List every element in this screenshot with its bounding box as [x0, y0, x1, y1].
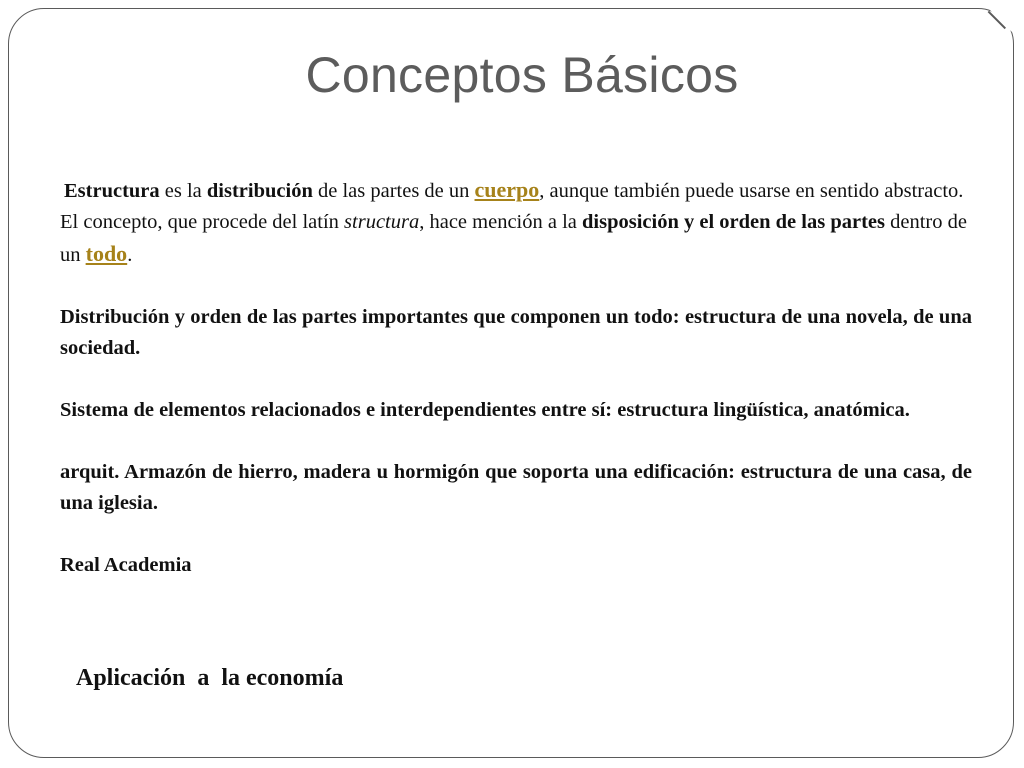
definition-paragraph — [60, 174, 972, 271]
text-segment: de las partes de un — [312, 180, 475, 202]
term-distribucion: distribución — [206, 180, 313, 202]
source-citation: Real Academia — [60, 554, 192, 576]
body-text — [60, 174, 972, 612]
link-cuerpo[interactable]: cuerpo — [474, 177, 540, 202]
definition-item-2: Sistema de elementos relacionados e interdependientes entre sí: estructura lingüística, anatómica. — [60, 399, 910, 421]
text-segment: es la — [159, 180, 207, 202]
text-segment: , aunque también puede usarse en sentido abstracto. El concepto, que procede del latín — [60, 180, 964, 233]
text-segment: , hace mención a la — [419, 211, 583, 233]
link-todo[interactable]: todo — [85, 241, 128, 266]
footer-subtitle: Aplicación a la economía — [76, 665, 344, 691]
term-estructura: Estructura — [64, 180, 160, 202]
text-segment: . — [127, 244, 133, 266]
definition-item-1: Distribución y orden de las partes importantes que componen un todo: estructura de una novela, de una sociedad. — [60, 306, 972, 359]
definition-item-3: arquit. Armazón de hierro, madera u hormigón que soporta una edificación: estructura de una casa, de una iglesia. — [60, 461, 972, 514]
term-structura: structura — [344, 211, 420, 233]
term-disposicion: disposición y el orden de las partes — [582, 211, 885, 233]
text-segment: dentro de un — [60, 211, 967, 266]
corner-fold — [987, 7, 1015, 35]
page-title: Conceptos Básicos — [305, 47, 739, 103]
